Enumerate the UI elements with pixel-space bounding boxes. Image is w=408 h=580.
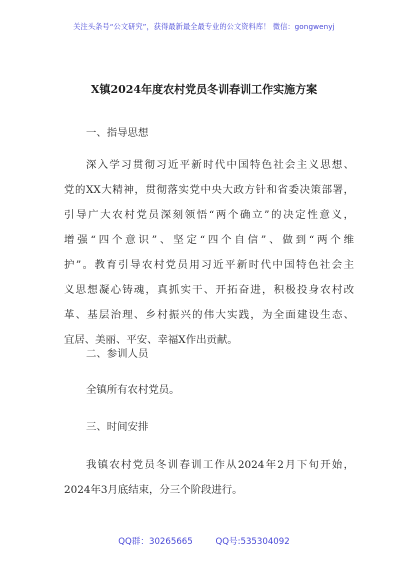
paragraph-line: 革、基层治理、乡村振兴的伟大实践，为全面建设生态、 xyxy=(64,309,354,321)
footer-qq-number: QQ号:535304092 xyxy=(215,537,290,547)
section-heading-schedule: 三、时间安排 xyxy=(86,421,149,433)
paragraph-line: 2024年3月底结束，分三个阶段进行。 xyxy=(64,484,243,496)
paragraph-line: 增强“四个意识”、坚定“四个自信”、做到“两个维 xyxy=(64,234,354,246)
paragraph-line: 宜居、美丽、平安、幸福X作出贡献。 xyxy=(64,334,238,346)
document-title: X镇2024年度农村党员冬训春训工作实施方案 xyxy=(90,83,318,96)
paragraph-line: 我镇农村党员冬训春训工作从2024年2月下旬开始， xyxy=(86,459,354,471)
paragraph-line: 护”。教育引导农村党员用习近平新时代中国特色社会主 xyxy=(64,259,354,271)
section-heading-participants: 二、参训人员 xyxy=(86,348,149,360)
paragraph-line: 深入学习贯彻习近平新时代中国特色社会主义思想、 xyxy=(86,159,354,171)
paragraph-line: 引导广大农村党员深刻领悟“两个确立”的决定性意义， xyxy=(64,209,354,221)
paragraph-line: 党的XX大精神，贯彻落实党中央大政方针和省委决策部署， xyxy=(64,184,354,196)
footer-qq-group: QQ群：30265665 xyxy=(118,537,193,547)
section-heading-guiding-ideology: 一、指导思想 xyxy=(86,127,149,139)
footer-contact xyxy=(0,535,408,547)
paragraph-line: 义思想凝心铸魂，真抓实干、开拓奋进，积极投身农村改 xyxy=(64,284,354,296)
header-banner: 关注头条号“公文研究”，获得最新最全最专业的公文资料库！ 微信：gongwenyj xyxy=(73,22,335,31)
paragraph-line: 全镇所有农村党员。 xyxy=(86,384,180,396)
